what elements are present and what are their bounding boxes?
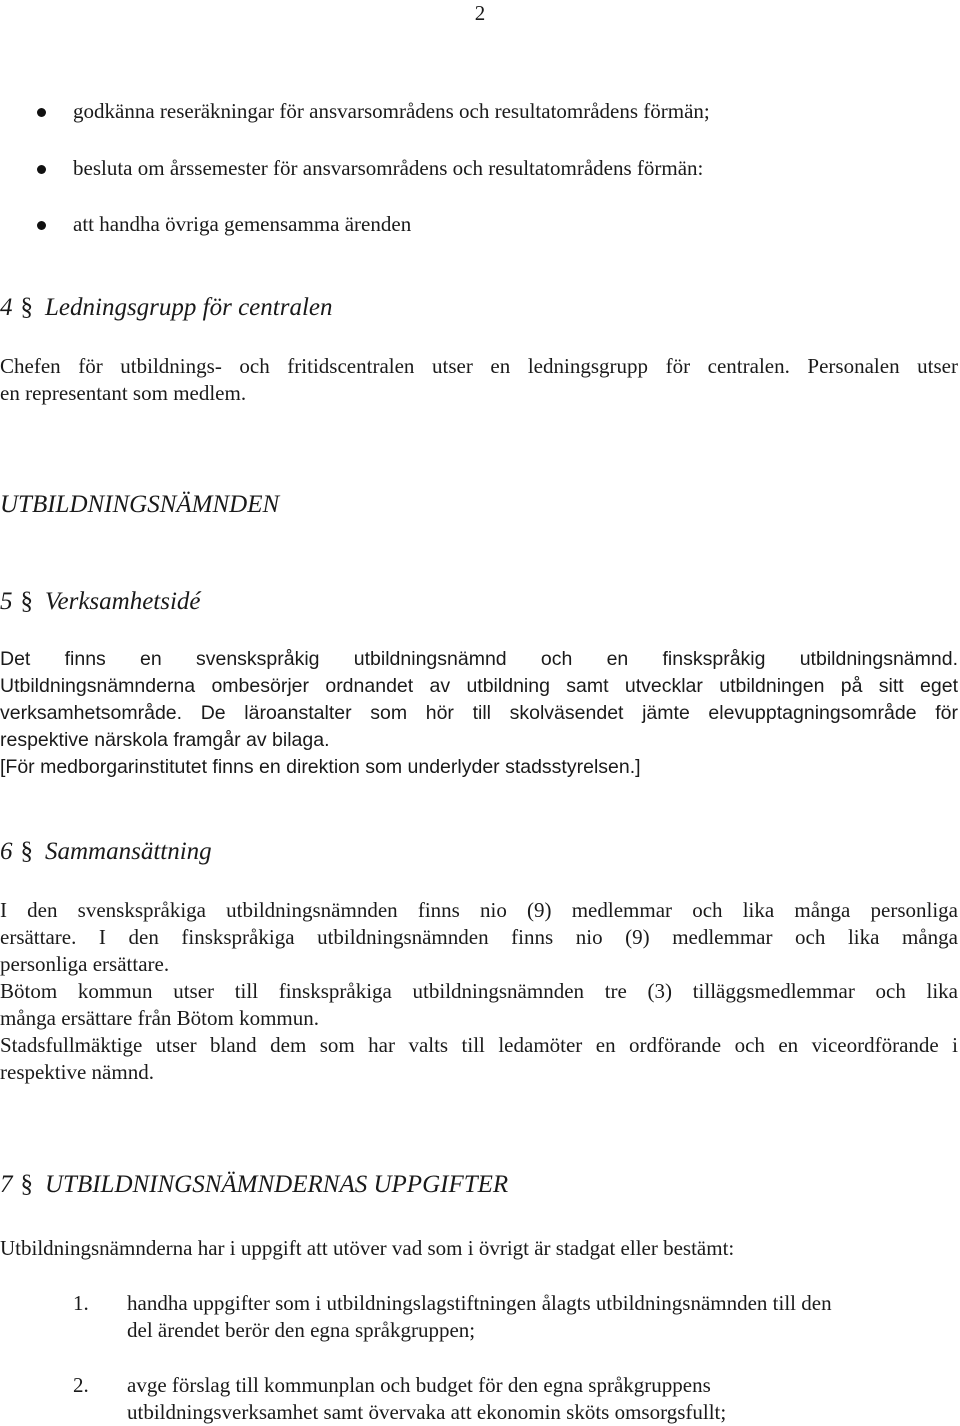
list-line: utbildningsverksamhet samt övervaka att ekonomin sköts omsorgsfullt; bbox=[127, 1400, 727, 1424]
section-symbol: § bbox=[20, 838, 33, 865]
chapter-title: UTBILDNINGSNÄMNDEN bbox=[0, 491, 280, 518]
section-6-heading bbox=[0, 837, 212, 867]
bullet-icon bbox=[37, 221, 46, 230]
paragraph-line: många ersättare från Bötom kommun. bbox=[0, 1006, 319, 1030]
paragraph-line: respektive nämnd. bbox=[0, 1060, 154, 1084]
section-title: Verksamhetsidé bbox=[45, 588, 201, 615]
paragraph-line: Stadsfullmäktige utser bland dem som har valts till ledamöter en ordförande och en viceordförande i bbox=[0, 1033, 958, 1057]
section-5-paragraph bbox=[0, 646, 958, 781]
page-number: 2 bbox=[474, 1, 486, 25]
list-number: 2. bbox=[73, 1373, 89, 1397]
list-item bbox=[0, 155, 960, 182]
list-line: avge förslag till kommunplan och budget för den egna språkgruppens bbox=[127, 1373, 711, 1397]
paragraph-line: ersättare. I den finskspråkiga utbildningsnämnden finns nio (9) medlemmar och lika många bbox=[0, 925, 958, 949]
list-item bbox=[0, 211, 960, 238]
section-title: Sammansättning bbox=[45, 838, 212, 865]
section-symbol: § bbox=[20, 1171, 33, 1198]
list-text bbox=[127, 1290, 947, 1344]
paragraph-line: Chefen för utbildnings- och fritidscentralen utser en ledningsgrupp för centralen. Personalen utser bbox=[0, 354, 958, 378]
paragraph-line: Utbildningsnämnderna ombesörjer ordnandet av utbildning samt utvecklar utbildningen på sitt eget bbox=[0, 675, 958, 697]
section-7-intro bbox=[0, 1235, 958, 1262]
bullet-text: godkänna reseräkningar för ansvarsområdens och resultatområdens förmän; bbox=[73, 99, 710, 123]
list-line: del ärendet berör den egna språkgruppen; bbox=[127, 1318, 476, 1342]
paragraph-line: Utbildningsnämnderna har i uppgift att utöver vad som i övrigt är stadgat eller bestämt: bbox=[0, 1236, 735, 1260]
section-6-paragraph bbox=[0, 897, 958, 1086]
paragraph-line: Det finns en svenskspråkig utbildningsnämnd och en finskspråkig utbildningsnämnd. bbox=[0, 648, 958, 670]
bullet-icon bbox=[37, 165, 46, 174]
paragraph-line: verksamhetsområde. De läroanstalter som hör till skolväsendet jämte elevupptagningsområde för bbox=[0, 702, 958, 724]
section-symbol: § bbox=[20, 294, 33, 321]
section-title: UTBILDNINGSNÄMNDERNAS UPPGIFTER bbox=[45, 1171, 509, 1198]
list-item bbox=[0, 98, 960, 125]
section-number: 7 bbox=[0, 1171, 13, 1198]
section-4-heading bbox=[0, 293, 333, 323]
section-number: 6 bbox=[0, 838, 13, 865]
paragraph-line: en representant som medlem. bbox=[0, 381, 247, 405]
paragraph-line: respektive närskola framgår av bilaga. bbox=[0, 729, 330, 751]
paragraph-line: Bötom kommun utser till finskspråkiga utbildningsnämnden tre (3) tilläggsmedlemmar och lika bbox=[0, 979, 958, 1003]
section-symbol: § bbox=[20, 588, 33, 615]
section-number: 4 bbox=[0, 294, 13, 321]
list-text bbox=[127, 1372, 947, 1426]
list-line: handha uppgifter som i utbildningslagstiftningen ålagts utbildningsnämnden till den bbox=[127, 1291, 832, 1315]
bullet-text: besluta om årssemester för ansvarsområdens och resultatområdens förmän: bbox=[73, 156, 704, 180]
section-number: 5 bbox=[0, 588, 13, 615]
paragraph-line: I den svenskspråkiga utbildningsnämnden finns nio (9) medlemmar och lika många personliga bbox=[0, 898, 958, 922]
paragraph-line: personliga ersättare. bbox=[0, 952, 170, 976]
section-7-heading bbox=[0, 1170, 508, 1200]
section-5-heading bbox=[0, 587, 201, 617]
bullet-text: att handha övriga gemensamma ärenden bbox=[73, 212, 412, 236]
bullet-icon bbox=[37, 108, 46, 117]
paragraph-line: [För medborgarinstitutet finns en direktion som underlyder stadsstyrelsen.] bbox=[0, 756, 641, 778]
list-number: 1. bbox=[73, 1291, 89, 1315]
section-4-paragraph bbox=[0, 353, 958, 407]
section-title: Ledningsgrupp för centralen bbox=[45, 294, 333, 321]
